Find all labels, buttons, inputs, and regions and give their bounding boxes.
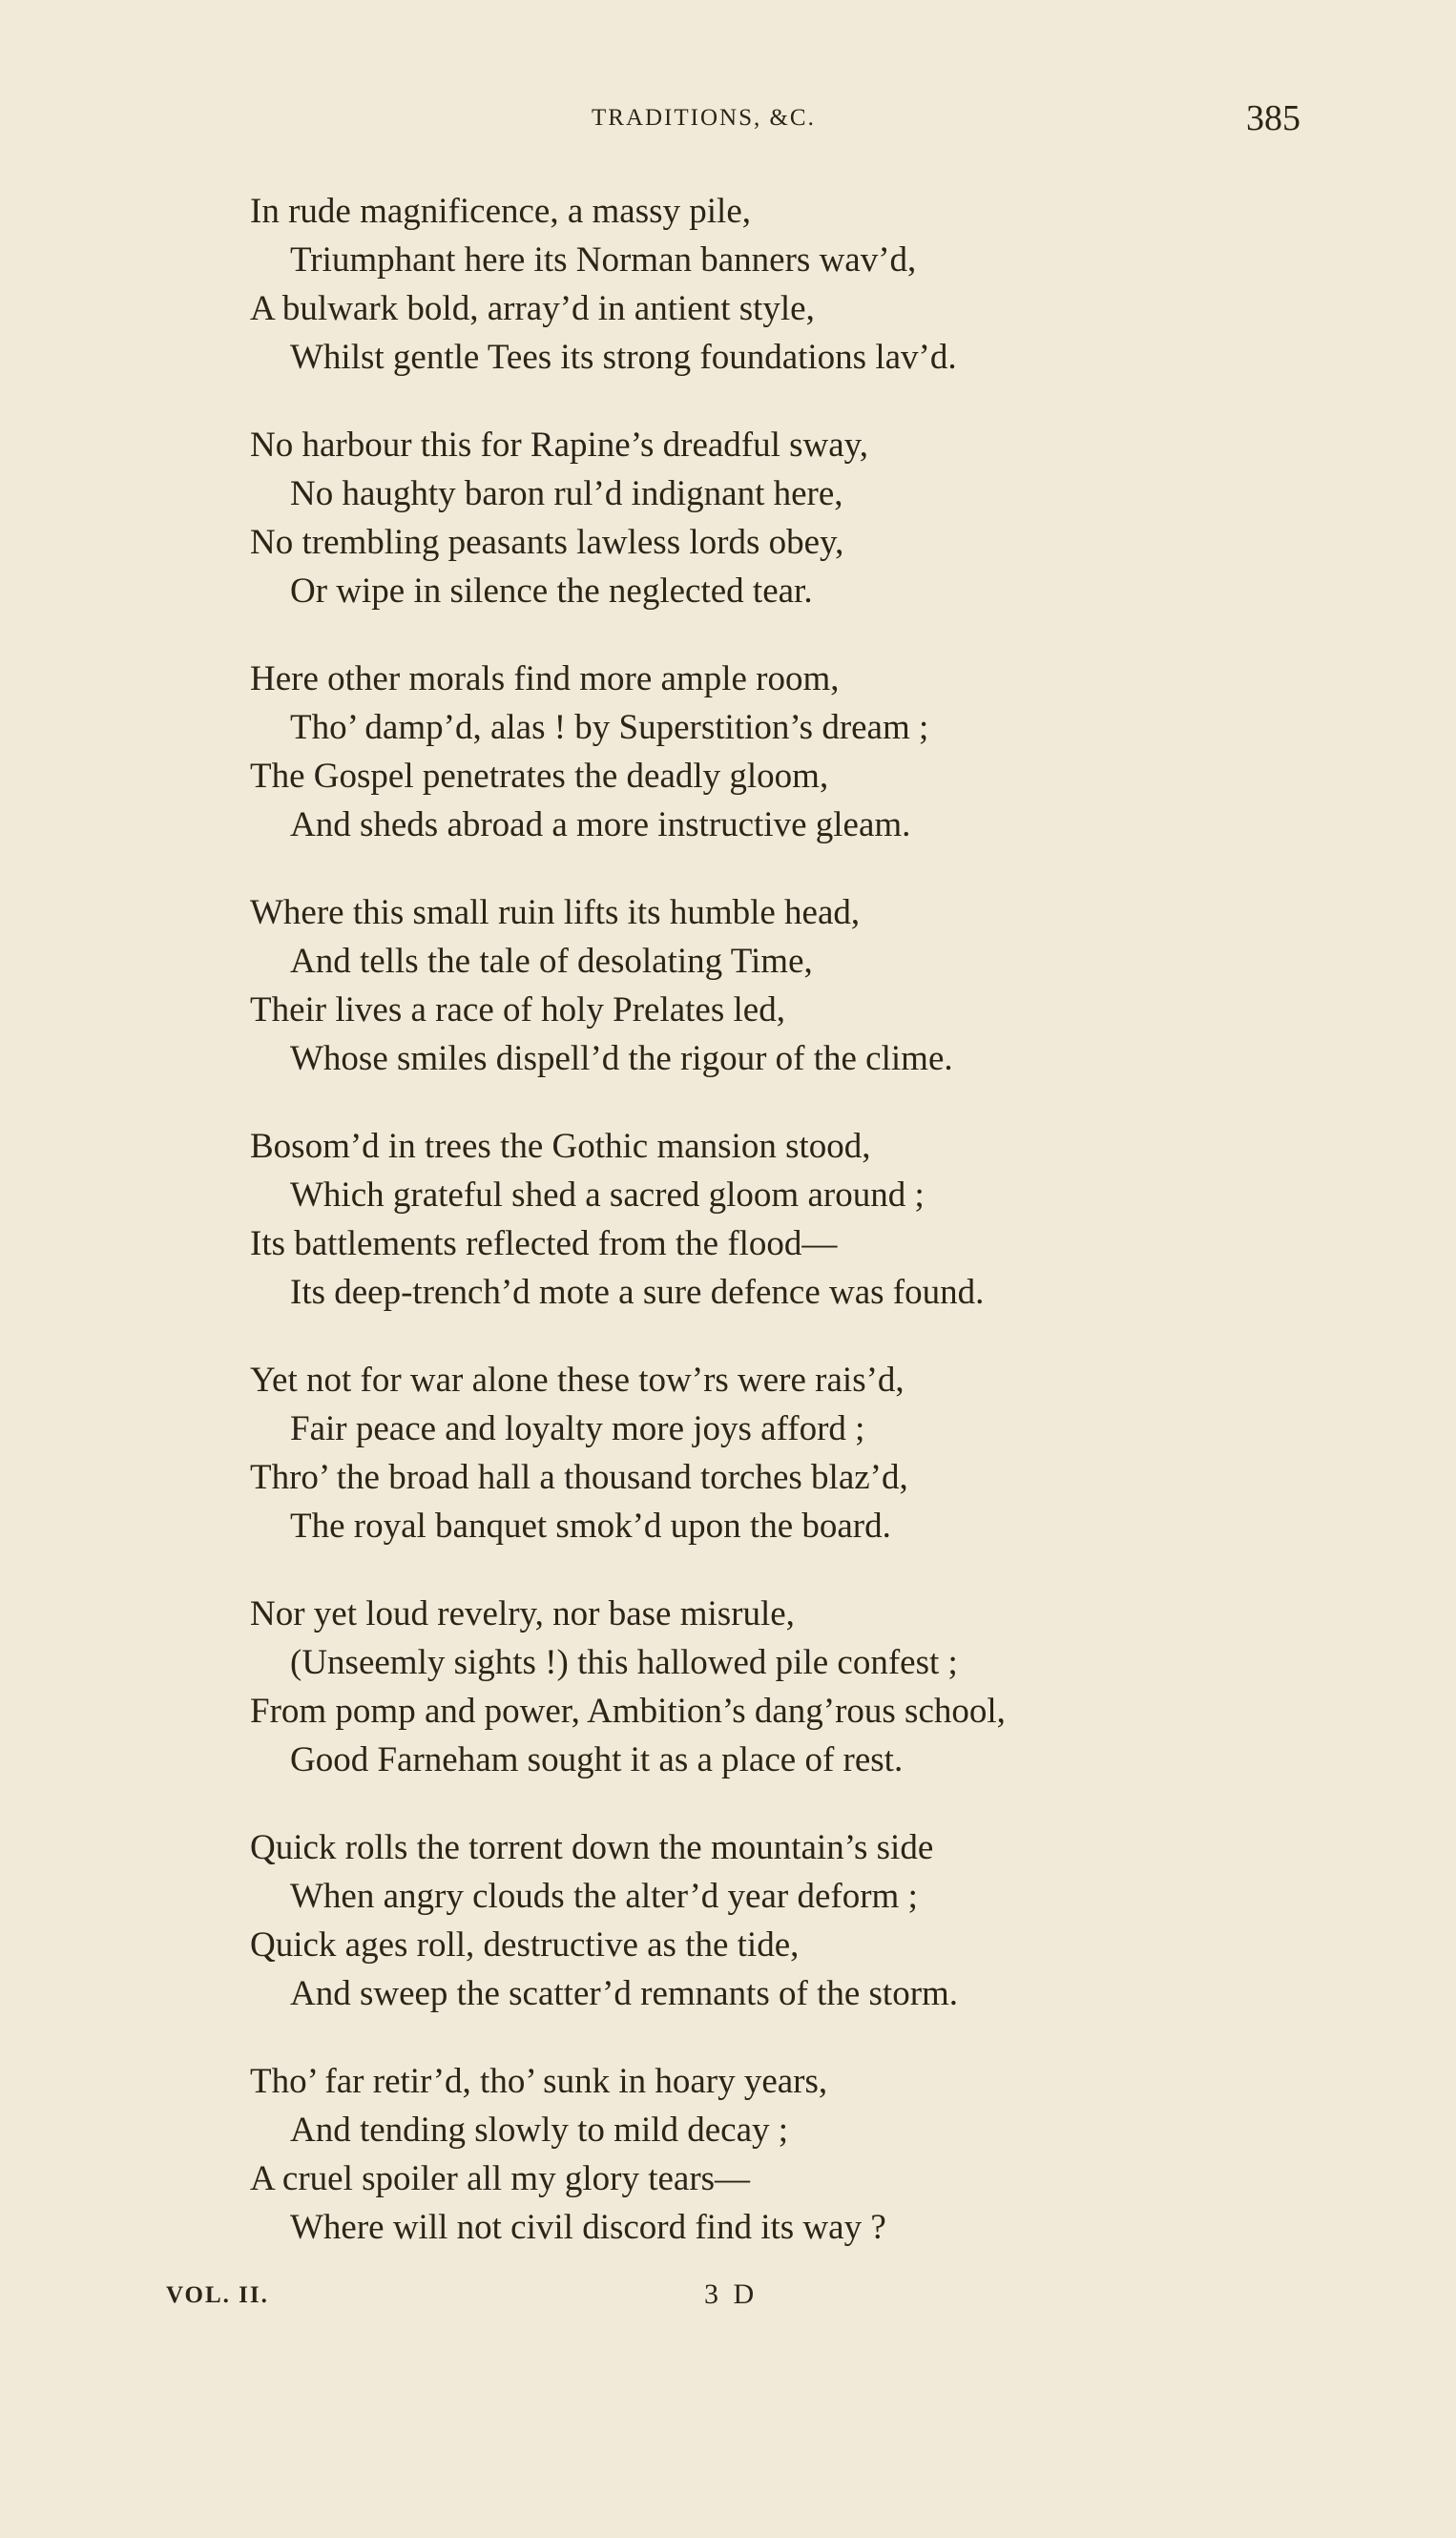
poem-line: From pomp and power, Ambition’s dang’rous school, [250, 1692, 1006, 1731]
poem-line: Nor yet loud revelry, nor base misrule, [250, 1594, 795, 1633]
poem-line: Triumphant here its Norman banners wav’d, [290, 240, 917, 280]
stanza [250, 2057, 1376, 2252]
stanza [250, 1356, 1376, 1550]
poem-line: Its battlements reflected from the flood— [250, 1224, 838, 1263]
poem-line: Bosom’d in trees the Gothic mansion stood, [250, 1127, 871, 1166]
poem-line: Whose smiles dispell’d the rigour of the clime. [290, 1039, 953, 1078]
stanza [250, 1590, 1376, 1784]
poem-line: Or wipe in silence the neglected tear. [290, 572, 813, 611]
signature-mark: 3 D [704, 2278, 759, 2310]
running-title: TRADITIONS, &C. [592, 105, 816, 131]
running-head [0, 98, 1456, 143]
stanza [250, 421, 1376, 615]
poem-line: Tho’ far retir’d, tho’ sunk in hoary years, [250, 2062, 828, 2101]
volume-label: VOL. II. [166, 2282, 269, 2308]
poem-line: Good Farneham sought it as a place of rest. [290, 1740, 904, 1779]
poem-line: In rude magnificence, a massy pile, [250, 192, 751, 231]
poem-line: And tells the tale of desolating Time, [290, 942, 813, 981]
poem-line: A cruel spoiler all my glory tears— [250, 2159, 751, 2198]
poem-line: Fair peace and loyalty more joys afford ; [290, 1409, 865, 1448]
poem-line: Where this small ruin lifts its humble head, [250, 893, 861, 932]
poem-line: The Gospel penetrates the deadly gloom, [250, 757, 829, 796]
stanza [250, 1122, 1376, 1317]
poem-line: (Unseemly sights !) this hallowed pile confest ; [290, 1643, 958, 1682]
stanza [250, 1823, 1376, 2018]
page-footer [0, 2278, 1456, 2320]
poem-line: When angry clouds the alter’d year deform ; [290, 1877, 918, 1916]
poem-line: And sheds abroad a more instructive gleam. [290, 805, 911, 844]
poem-line: Where will not civil discord find its way ? [290, 2208, 886, 2247]
stanza [250, 888, 1376, 1083]
poem-line: Here other morals find more ample room, [250, 659, 840, 698]
poem-line: Quick ages roll, destructive as the tide, [250, 1925, 800, 1965]
poem-line: The royal banquet smok’d upon the board. [290, 1507, 891, 1546]
page-number: 385 [1246, 98, 1300, 138]
poem-line: Which grateful shed a sacred gloom around ; [290, 1175, 925, 1215]
stanza [250, 187, 1376, 382]
poem-line: No trembling peasants lawless lords obey, [250, 523, 844, 562]
poem-line: Whilst gentle Tees its strong foundations lav’d. [290, 338, 957, 377]
poem-line: No harbour this for Rapine’s dreadful sway, [250, 426, 869, 465]
poem-line: A bulwark bold, array’d in antient style, [250, 289, 815, 328]
stanza [250, 655, 1376, 849]
poem-line: And sweep the scatter’d remnants of the storm. [290, 1974, 959, 2013]
poem-line: No haughty baron rul’d indignant here, [290, 474, 843, 513]
poem [250, 187, 1376, 2291]
poem-line: Yet not for war alone these tow’rs were rais’d, [250, 1361, 905, 1400]
poem-line: Thro’ the broad hall a thousand torches blaz’d, [250, 1458, 908, 1497]
poem-line: Tho’ damp’d, alas ! by Superstition’s dream ; [290, 708, 929, 747]
poem-line: Its deep-trench’d mote a sure defence was found. [290, 1273, 985, 1312]
poem-line: Quick rolls the torrent down the mountain’s side [250, 1828, 934, 1867]
poem-line: And tending slowly to mild decay ; [290, 2111, 789, 2150]
poem-line: Their lives a race of holy Prelates led, [250, 990, 785, 1030]
